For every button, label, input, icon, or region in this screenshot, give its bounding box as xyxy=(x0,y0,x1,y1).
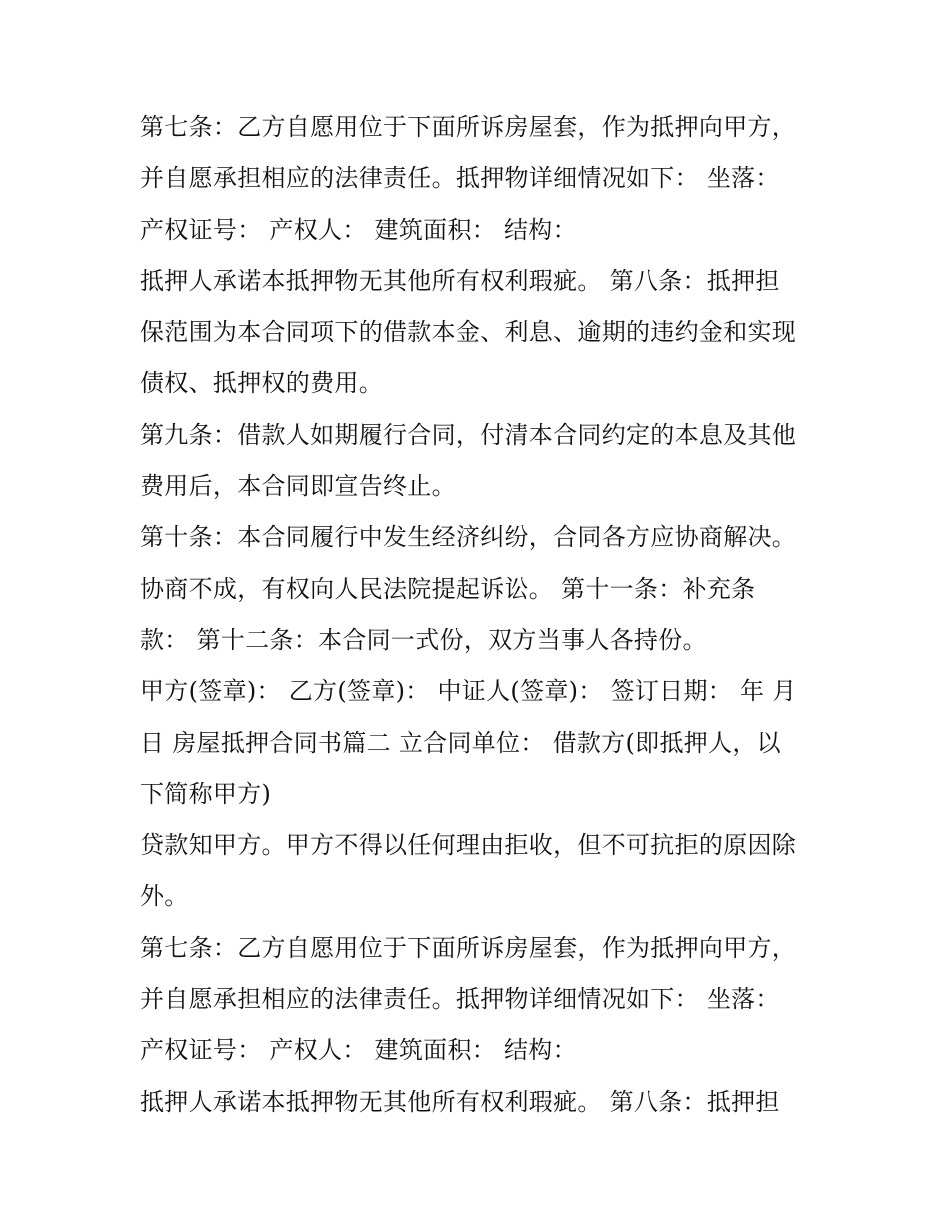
text-line: 第七条：乙方自愿用位于下面所诉房屋套，作为抵押向甲方， xyxy=(140,113,797,141)
text-line: 并自愿承担相应的法律责任。抵押物详细情况如下： 坐落： xyxy=(140,985,780,1014)
text-line: 第九条：借款人如期履行合同，付清本合同约定的本息及其他 xyxy=(140,420,797,449)
text-line: 下简称甲方) xyxy=(140,779,272,808)
text-line: 债权、抵押权的费用。 xyxy=(140,369,383,398)
text-line: 第十条：本合同履行中发生经济纠纷，合同各方应协商解决。 xyxy=(140,523,797,552)
text-line: 费用后，本合同即宣告终止。 xyxy=(140,472,456,501)
text-line: 甲方(签章)： 乙方(签章)： 中证人(签章)： 签订日期： 年 月 xyxy=(140,677,797,706)
text-line: 产权证号： 产权人： 建筑面积： 结构： xyxy=(140,215,577,244)
text-line: 协商不成，有权向人民法院提起诉讼。 第十一条：补充条 xyxy=(140,574,756,603)
text-line: 日 房屋抵押合同书篇二 立合同单位： 借款方(即抵押人，以 xyxy=(140,728,781,757)
text-line: 贷款知甲方。甲方不得以任何理由拒收，但不可抗拒的原因除 xyxy=(140,831,797,860)
text-line: 产权证号： 产权人： 建筑面积： 结构： xyxy=(140,1036,577,1065)
text-line: 外。 xyxy=(140,882,189,911)
text-line: 款： 第十二条：本合同一式份，双方当事人各持份。 xyxy=(140,625,707,654)
text-line: 抵押人承诺本抵押物无其他所有权利瑕疵。 第八条：抵押担 xyxy=(140,266,780,295)
text-line: 第七条：乙方自愿用位于下面所诉房屋套，作为抵押向甲方， xyxy=(140,933,797,962)
text-line: 抵押人承诺本抵押物无其他所有权利瑕疵。 第八条：抵押担 xyxy=(140,1087,780,1116)
document-body xyxy=(140,102,840,1128)
text-line: 保范围为本合同项下的借款本金、利息、逾期的违约金和实现 xyxy=(140,318,797,347)
text-line: 并自愿承担相应的法律责任。抵押物详细情况如下： 坐落： xyxy=(140,164,780,193)
